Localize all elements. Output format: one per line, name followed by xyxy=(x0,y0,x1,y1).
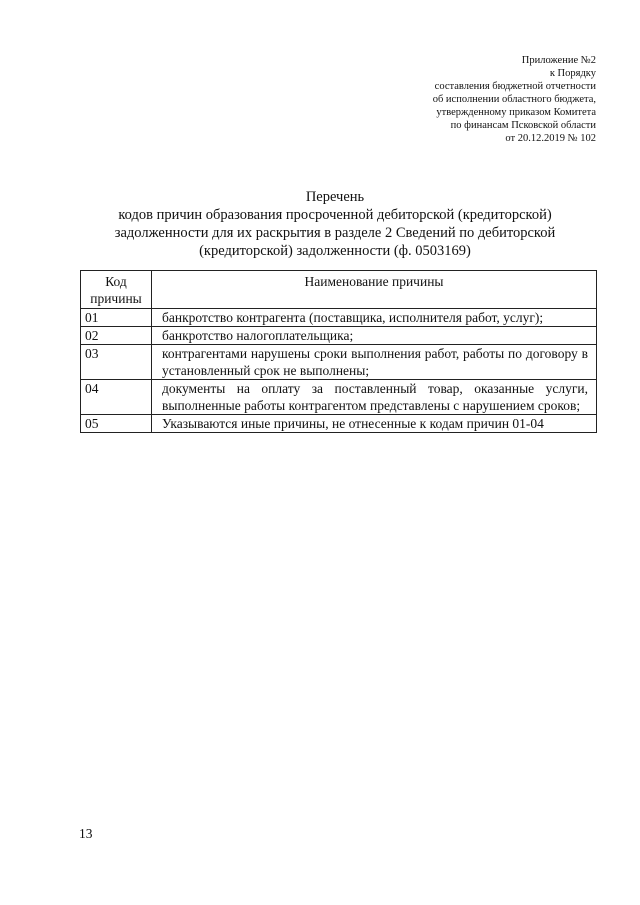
row-reason: банкротство налогоплательщика; xyxy=(152,327,597,345)
row-code: 05 xyxy=(81,415,152,433)
table-row xyxy=(81,327,597,345)
appendix-line: утвержденному приказом Комитета xyxy=(436,107,596,118)
row-code: 02 xyxy=(81,327,152,345)
appendix-line: Приложение №2 xyxy=(521,55,596,66)
appendix-note xyxy=(346,54,596,145)
table-header-row xyxy=(81,271,597,309)
table-row xyxy=(81,309,597,327)
table-row xyxy=(81,345,597,380)
header-code xyxy=(81,271,152,309)
page-number: 13 xyxy=(79,826,93,841)
row-reason: Указываются иные причины, не отнесенные к кодам причин 01-04 xyxy=(152,415,597,433)
row-code: 03 xyxy=(81,345,152,380)
row-code: 01 xyxy=(81,309,152,327)
row-reason: документы на оплату за поставленный товар, оказанные услуги, выполненные работы контрагентом представлены с нарушением сроков; xyxy=(152,380,597,415)
title-line: кодов причин образования просроченной дебиторской (кредиторской) xyxy=(118,207,552,223)
title-line: задолженности для их раскрытия в разделе 2 Сведений по дебиторской xyxy=(114,225,556,241)
header-code-line: причины xyxy=(90,291,142,306)
reason-codes-table xyxy=(80,270,597,433)
row-reason: банкротство контрагента (поставщика, исполнителя работ, услуг); xyxy=(152,309,597,327)
appendix-line: к Порядку xyxy=(549,68,596,79)
row-reason: контрагентами нарушены сроки выполнения работ, работы по договору в установленный срок не выполнены; xyxy=(152,345,597,380)
header-name: Наименование причины xyxy=(152,271,597,309)
row-code: 04 xyxy=(81,380,152,415)
title-line: (кредиторской) задолженности (ф. 0503169) xyxy=(199,243,471,259)
appendix-line: от 20.12.2019 № 102 xyxy=(505,133,596,144)
appendix-line: составления бюджетной отчетности xyxy=(434,81,596,92)
document-title xyxy=(90,188,580,260)
table-row xyxy=(81,380,597,415)
header-code-line: Код xyxy=(105,274,127,289)
title-line: Перечень xyxy=(305,189,365,205)
appendix-line: об исполнении областного бюджета, xyxy=(432,94,596,105)
appendix-line: по финансам Псковской области xyxy=(450,120,596,131)
table-row xyxy=(81,415,597,433)
